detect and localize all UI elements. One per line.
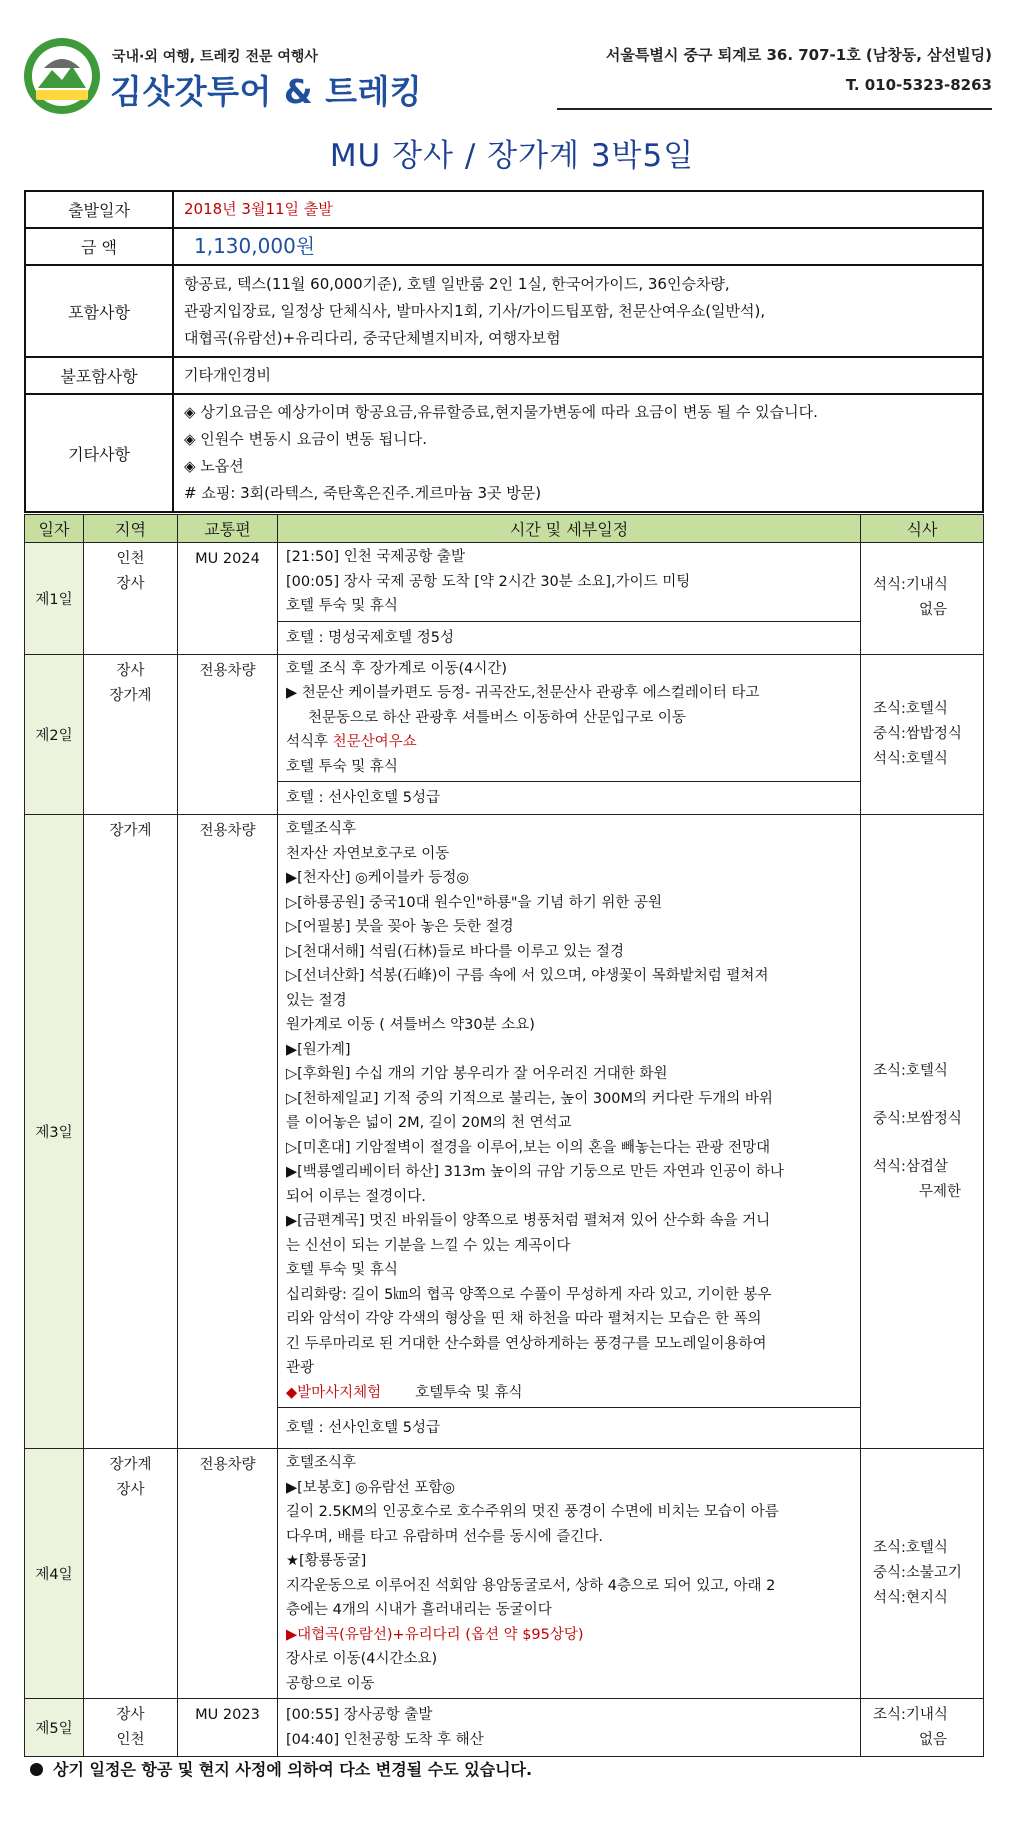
detail-line: ▷[천하제일교] 기적 중의 기적으로 불리는, 높이 300M의 커다란 두개의 바위 (286, 1090, 773, 1107)
day-label: 제2일 (25, 654, 84, 815)
region-name: 인천 (116, 551, 145, 567)
col-header-meal: 식사 (861, 515, 984, 543)
detail-line: 십리화랑: 길이 5㎞의 협곡 양쪽으로 수풀이 무성하게 자라 있고, 기이한 봉우 (286, 1286, 772, 1303)
detail-line (286, 730, 852, 755)
hotel-info: 호텔 : 명성국제호텔 정5성 (278, 621, 860, 654)
itinerary-row-day4 (25, 1449, 984, 1699)
detail-line: 관광 (286, 1360, 315, 1376)
meal-line: 석식:호텔식 (873, 750, 948, 767)
company-subtitle: 국내·외 여행, 트레킹 전문 여행사 (112, 49, 318, 65)
transport-cell: 전용차량 (178, 1449, 278, 1699)
detail-line: ▶[백룡엘리베이터 하산] 313m 높이의 규암 기둥으로 만든 자연과 인공이 하나 (286, 1164, 784, 1180)
detail-line: [00:05] 장사 국제 공항 도착 [약 2시간 30분 소요],가이드 미팅 (286, 573, 691, 590)
detail-line: 호텔 투숙 및 휴식 (286, 1262, 398, 1278)
price-value: 1,130,000원 (173, 228, 983, 265)
notes-line: ◈ 노옵션 (184, 457, 244, 475)
meal-line: 조식:호텔식 (873, 1062, 948, 1079)
detail-line: ▶[천자산] ◎케이블카 등정◎ (286, 870, 470, 886)
meal-cell (861, 1449, 984, 1699)
itinerary-row-day5 (25, 1699, 984, 1757)
meal-cell (861, 815, 984, 1449)
transport-cell: MU 2024 (178, 543, 278, 655)
itinerary-row-day1 (25, 543, 984, 655)
meal-line: 석식:현지식 (873, 1590, 948, 1606)
detail-line: 호텔 투숙 및 휴식 (286, 758, 398, 775)
bullet-icon (30, 1763, 43, 1776)
transport-cell: MU 2023 (178, 1699, 278, 1757)
detail-line: 긴 두루마리로 된 거대한 산수화를 연상하게하는 풍경구를 모노레일이용하여 (286, 1335, 767, 1352)
detail-cell (278, 1449, 861, 1699)
detail-line: [21:50] 인천 국제공항 출발 (286, 549, 465, 565)
detail-line: 호텔조식후 (286, 1455, 357, 1471)
detail-line: [00:55] 장사공항 출발 (286, 1707, 433, 1723)
detail-line: 리와 암석이 각양 각색의 형상을 띤 채 하천을 따라 펼쳐지는 모습은 한 폭의 (286, 1311, 762, 1327)
page-title: MU 장사 / 장가계 3박5일 (329, 138, 695, 174)
region-name: 장가계 (109, 823, 152, 839)
detail-line: ▶ 천문산 케이블카편도 등정- 귀곡잔도,천문산사 관광후 에스컬레이터 타고 (286, 685, 760, 701)
detail-line: ▶[보봉호] ◎유람선 포함◎ (286, 1479, 456, 1496)
meal-line: 중식:소불고기 (873, 1565, 962, 1581)
detail-line: 공항으로 이동 (286, 1675, 375, 1692)
departure-value: 2018년 3월11일 출발 (173, 191, 983, 228)
notes-line: ◈ 인원수 변동시 요금이 변동 됩니다. (184, 430, 428, 448)
detail-line: 호텔 투숙 및 휴식 (286, 598, 398, 614)
detail-line: 되어 이루는 절경이다. (286, 1188, 426, 1205)
meal-line: 조식:호텔식 (873, 1540, 948, 1556)
detail-line: 길이 2.5KM의 인공호수로 호수주위의 멋진 풍경이 수면에 비치는 모습이 아름 (286, 1504, 779, 1520)
region-cell (84, 1449, 178, 1699)
company-phone: T. 010-5323-8263 (845, 76, 992, 94)
detail-line: 는 신선이 되는 기분을 느낄 수 있는 계곡이다 (286, 1237, 571, 1254)
detail-line: 있는 절경 (286, 992, 347, 1009)
meal-line: 석식:기내식 (873, 577, 948, 594)
detail-line: ▶[금편계곡] 멋진 바위들이 양쪽으로 병풍처럼 펼쳐져 있어 산수화 속을 거니 (286, 1213, 771, 1229)
meal-cell (861, 1699, 984, 1757)
meal-line: 중식:보쌈정식 (873, 1110, 962, 1127)
hotel-info: 호텔 : 선사인호텔 5성급 (278, 781, 860, 814)
region-name: 장사 (116, 1707, 145, 1723)
included-line: 대협곡(유람선)+유리다리, 중국단체별지비자, 여행자보험 (184, 328, 561, 347)
detail-line: 원가계로 이동 ( 셔틀버스 약30분 소요) (286, 1017, 535, 1033)
meal-line: 없음 (919, 1731, 948, 1748)
meal-cell (861, 654, 984, 815)
detail-line: 호텔 조식 후 장가계로 이동(4시간) (286, 660, 508, 677)
itinerary-row-day3 (25, 815, 984, 1449)
hotel-info: 호텔 : 선사인호텔 5성급 (278, 1407, 860, 1448)
footnote (30, 1757, 532, 1780)
notes-line: # 쇼핑: 3회(라텍스, 죽탄혹은진주.게르마늄 3곳 방문) (184, 484, 542, 502)
included-value (173, 265, 983, 357)
day-label: 제1일 (25, 543, 84, 655)
meal-line: 중식:쌈밥정식 (873, 725, 962, 742)
region-cell (84, 654, 178, 815)
excluded-label: 불포함사항 (25, 357, 173, 394)
departure-label: 출발일자 (25, 191, 173, 228)
col-header-detail: 시간 및 세부일정 (278, 515, 861, 543)
company-name: 김삿갓투어 & 트레킹 (110, 72, 423, 111)
detail-text: 호텔투숙 및 휴식 (415, 1384, 523, 1401)
meal-line: 조식:호텔식 (873, 700, 948, 717)
included-line: 관광지입장료, 일정상 단체식사, 발마사지1회, 기사/가이드팁포함, 천문산여우쇼(일반석), (184, 301, 766, 320)
trip-info-table (24, 190, 984, 513)
footnote-text: 상기 일정은 항공 및 현지 사정에 의하여 다소 변경될 수도 있습니다. (53, 1760, 533, 1779)
detail-line: ▷[어필봉] 붓을 꽂아 놓은 듯한 절경 (286, 919, 514, 935)
transport-cell: 전용차량 (178, 654, 278, 815)
notes-line: ◈ 상기요금은 예상가이며 항공요금,유류할증료,현지물가변동에 따라 요금이 변동 될 수 있습니다. (184, 403, 818, 421)
day-label: 제3일 (25, 815, 84, 1449)
included-label: 포함사항 (25, 265, 173, 357)
detail-line: 를 이어놓은 넓이 2M, 길이 20M의 천 연석교 (286, 1115, 572, 1131)
detail-line: ▷[후화원] 수십 개의 기암 봉우리가 잘 어우러진 거대한 화원 (286, 1066, 668, 1082)
detail-line: 지각운동으로 이루어진 석회암 용암동굴로서, 상하 4층으로 되어 있고, 아래 2 (286, 1577, 776, 1594)
col-header-day: 일자 (25, 515, 84, 543)
highlight-grand-canyon: ▶대협곡(유람선)+유리다리 (옵션 약 $95상당) (286, 1626, 584, 1643)
included-line: 항공료, 텍스(11월 60,000기준), 호텔 일반룸 2인 1실, 한국어가이드, 36인승차량, (184, 274, 730, 293)
itinerary-table (24, 514, 984, 1757)
day-label: 제5일 (25, 1699, 84, 1757)
region-name: 인천 (116, 1732, 145, 1748)
detail-line: 천문동으로 하산 관광후 셔틀버스 이동하여 산문입구로 이동 (308, 709, 686, 726)
region-name: 장가계 (109, 687, 152, 704)
price-label: 금 액 (25, 228, 173, 265)
detail-line: ▷[선녀산화] 석봉(石峰)이 구름 속에 서 있으며, 야생꽃이 목화밭처럼 펼쳐져 (286, 968, 769, 984)
meal-cell (861, 543, 984, 655)
region-cell (84, 1699, 178, 1757)
detail-line (286, 1381, 852, 1406)
detail-cell (278, 543, 861, 655)
detail-line: ▷[하룡공원] 중국10대 원수인"하룡"을 기념 하기 위한 공원 (286, 894, 663, 911)
detail-cell (278, 1699, 861, 1757)
region-cell (84, 543, 178, 655)
company-address: 서울특별시 중구 퇴계로 36. 707-1호 (남창동, 삼선빌딩) (605, 46, 992, 64)
highlight-foot-massage: ◆발마사지체험 (286, 1384, 382, 1401)
meal-line: 조식:기내식 (873, 1706, 948, 1723)
detail-line: 호텔조식후 (286, 821, 357, 837)
itinerary-row-day2 (25, 654, 984, 815)
detail-text: 석식후 (286, 734, 333, 750)
detail-line: 다우며, 배를 타고 유람하며 선수를 동시에 즐긴다. (286, 1528, 604, 1545)
page-header (22, 36, 992, 116)
region-name: 장가계 (109, 1457, 152, 1473)
region-cell (84, 815, 178, 1449)
meal-line: 무제한 (919, 1183, 962, 1200)
detail-line: ▷[미혼대] 기암절벽이 절경을 이루어,보는 이의 혼을 빼놓는다는 관광 전망대 (286, 1139, 771, 1156)
meal-line: 석식:삼겹살 (873, 1158, 948, 1175)
detail-line: [04:40] 인천공항 도착 후 해산 (286, 1731, 484, 1748)
region-name: 장사 (116, 662, 145, 679)
detail-line: 장사로 이동(4시간소요) (286, 1651, 438, 1667)
detail-line: ▷[천대서해] 석림(石林)들로 바다를 이루고 있는 절경 (286, 943, 624, 960)
meal-line: 없음 (919, 602, 948, 619)
region-name: 장사 (116, 1482, 145, 1498)
day-label: 제4일 (25, 1449, 84, 1699)
detail-cell (278, 815, 861, 1449)
notes-label: 기타사항 (25, 394, 173, 512)
col-header-transport: 교통편 (178, 515, 278, 543)
detail-line: ▶[원가계] (286, 1041, 351, 1058)
notes-value (173, 394, 983, 512)
detail-line: 층에는 4개의 시내가 흘러내리는 동굴이다 (286, 1602, 552, 1618)
col-header-region: 지역 (84, 515, 178, 543)
region-name: 장사 (116, 576, 145, 592)
detail-line: ★[황룡동굴] (286, 1553, 367, 1569)
header-divider (557, 108, 992, 110)
detail-line: 천자산 자연보호구로 이동 (286, 845, 450, 862)
transport-cell: 전용차량 (178, 815, 278, 1449)
highlight-fox-show: 천문산여우쇼 (332, 734, 417, 750)
company-logo (22, 36, 102, 116)
detail-cell (278, 654, 861, 815)
excluded-value: 기타개인경비 (173, 357, 983, 394)
